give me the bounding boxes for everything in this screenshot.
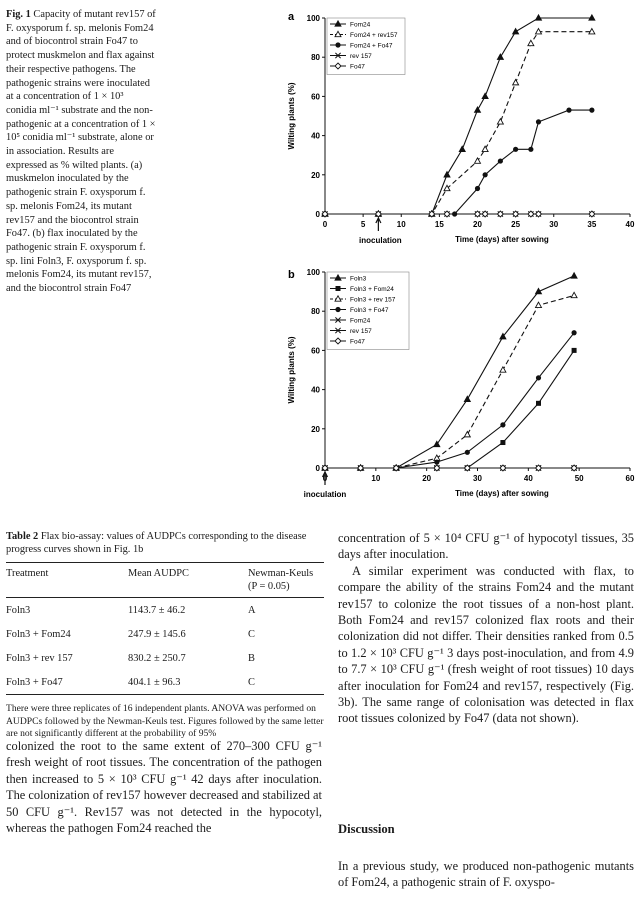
- data-point: [536, 401, 541, 406]
- data-point: [464, 431, 470, 436]
- x-axis-title: Time (days) after sowing: [455, 489, 549, 498]
- table-header: Mean AUDPC: [128, 568, 189, 579]
- table-2: [6, 530, 324, 741]
- legend-label: Foln3 + rev 157: [350, 296, 396, 304]
- data-point: [459, 146, 465, 151]
- x-tick-label: 35: [587, 220, 597, 229]
- figure-caption: [6, 8, 156, 296]
- table-header-row: [6, 563, 324, 598]
- y-tick-label: 100: [306, 14, 320, 23]
- paragraph: A similar experiment was conducted with flax, to compare the ability of the strains Fom24 and the mutant rev157 to colonize the root tissues of a non-host plant. Both Fom24 and rev157 colonized flax roots and their colonization did not differ. Their densities ranked from 0.5 to 1.2 × 10³ CFU g⁻¹ 3 days post-inoculation, and from 4.9 to 7.7 × 10³ CFU g⁻¹ (fresh weight of root tissues) 10 days after inoculation for Fom24 and rev157, respectively (Fig. 3b). The same range of colonisation was detected in flax root tissues colonized by Fo47 (data not shown).: [338, 563, 634, 726]
- data-point: [528, 147, 533, 152]
- legend-label: Foln3: [350, 275, 367, 283]
- table-title-text: Flax bio-assay: values of AUDPCs corresponding to the disease progress curves shown in Fig. 1b: [6, 531, 307, 555]
- series-line: [325, 110, 592, 214]
- table-cell: 1143.7 ± 46.2: [128, 605, 186, 616]
- y-tick-label: 80: [311, 53, 320, 63]
- series-1: [323, 348, 577, 471]
- data-point: [589, 108, 594, 113]
- legend-label: Fo47: [350, 338, 365, 346]
- data-point: [528, 40, 534, 45]
- y-tick-label: 0: [315, 210, 320, 219]
- chart-panel-a: [280, 4, 638, 256]
- legend-label: rev 157: [350, 53, 372, 60]
- data-point: [513, 79, 519, 84]
- data-point: [500, 440, 505, 445]
- data-point: [571, 273, 577, 278]
- x-axis-title: Time (days) after sowing: [455, 235, 549, 244]
- legend-label: Foln3 + Fo47: [350, 307, 389, 314]
- table-row: [6, 670, 324, 695]
- table-row: [6, 622, 324, 646]
- data-point: [498, 158, 503, 163]
- figure-caption-text: Capacity of mutant rev157 of F. oxysporum f. sp. melonis Fom24 and of biocontrol strain Fo47 to protect muskmelon and flax against their respective pathogens. The pathogenic strains were inoculated at a concentration of 1 × 10³ conidia ml⁻¹ substrate and the non-pathogenic at a concentration of 1 × 10⁵ conidia ml⁻¹ substrate, alone or in association. Results are expressed as % wilted plants. (a) muskmelon inoculated by the pathogenic strain F. oxysporum f. sp. melonis Fom24, its mutant rev157 and the biocontrol strain Fo47. (b) flax inoculated by the pathogenic strain F. oxysporum f. sp. lini Foln3, F. oxysporum f. sp. melonis Fom24, its mutant rev157, and the biocontrol strain Fo47: [6, 9, 156, 295]
- y-tick-label: 60: [311, 346, 320, 356]
- table-title: [6, 530, 324, 556]
- x-tick-label: 0: [322, 474, 328, 483]
- y-tick-label: 40: [311, 131, 320, 141]
- data-point: [434, 460, 439, 465]
- x-tick-label: 5: [360, 220, 366, 229]
- x-tick-label: 25: [511, 220, 521, 229]
- x-tick-label: 30: [473, 474, 482, 483]
- table-cell: B: [248, 653, 255, 664]
- data-point: [335, 307, 340, 312]
- legend-label: rev 157: [350, 328, 372, 335]
- data-point: [500, 367, 506, 372]
- paragraph: colonized the root to the same extent of 270–300 CFU g⁻¹ fresh weight of root tissues. The concentration of the pathogen then increased to 5 × 10³ CFU g⁻¹ 42 days after inoculation. The colonization of rev157 however decreased and stabilized at 50 CFU g⁻¹. Rev157 was not detected in the hypocotyl, whereas the pathogen Fom24 reached the: [6, 739, 322, 836]
- discussion-text: [338, 858, 634, 891]
- data-point: [482, 146, 488, 151]
- legend-label: Fom24 + Fo47: [350, 42, 393, 50]
- data-point: [444, 172, 450, 177]
- x-tick-label: 20: [422, 474, 432, 483]
- x-tick-label: 15: [434, 220, 444, 229]
- data-point: [497, 54, 503, 59]
- table-cell: 830.2 ± 250.7: [128, 653, 186, 664]
- table-label: Table 2: [6, 531, 39, 542]
- chart-panel-b: [280, 262, 638, 514]
- table-row: [6, 598, 324, 623]
- section-heading: Discussion: [338, 822, 395, 836]
- legend-label: Fo47: [350, 63, 365, 71]
- data-point: [335, 42, 340, 47]
- data-point: [513, 29, 519, 34]
- table-cell: C: [248, 629, 255, 640]
- y-tick-label: 80: [311, 307, 320, 317]
- series-6: [322, 465, 577, 471]
- panel-letter: b: [288, 269, 295, 281]
- series-2: [322, 108, 594, 217]
- x-tick-label: 10: [371, 474, 381, 483]
- x-tick-label: 10: [396, 220, 406, 229]
- data-point: [536, 302, 542, 307]
- legend-label: Fom24: [350, 21, 371, 29]
- inoculation-label: inoculation: [359, 236, 402, 245]
- inoculation-label: inoculation: [303, 490, 347, 499]
- y-tick-label: 60: [311, 92, 320, 102]
- data-point: [483, 172, 488, 177]
- data-point: [572, 348, 577, 353]
- x-tick-label: 0: [322, 220, 328, 229]
- data-point: [500, 422, 505, 427]
- y-tick-label: 20: [311, 424, 320, 434]
- left-column-text: [6, 738, 322, 836]
- x-tick-label: 40: [625, 220, 635, 229]
- table-row: [6, 646, 324, 670]
- legend-label: Fom24: [350, 317, 371, 325]
- right-column-text: [338, 530, 634, 727]
- audpc-table: [6, 562, 324, 695]
- legend-label: Fom24 + rev157: [350, 32, 398, 39]
- data-point: [475, 186, 480, 191]
- table-header: Treatment: [6, 568, 49, 579]
- paragraph: In a previous study, we produced non-pathogenic mutants of Fom24, a pathogenic strain of F. oxyspo-: [338, 859, 634, 890]
- series-3: [322, 330, 576, 470]
- y-axis-title: Wilting plants (%): [287, 336, 296, 404]
- x-tick-label: 20: [473, 220, 482, 229]
- table-footnote: There were three replicates of 16 independent plants. ANOVA was performed on AUDPCs followed by the Newman-Keuls test. Figures followed by the same letter are not significantly different at the probability of 95%: [6, 703, 324, 739]
- data-point: [513, 147, 518, 152]
- data-point: [536, 375, 541, 380]
- data-point: [336, 286, 341, 291]
- panel-letter: a: [288, 11, 295, 23]
- y-tick-label: 0: [315, 464, 320, 473]
- series-line: [325, 350, 574, 468]
- y-tick-label: 40: [311, 385, 320, 395]
- legend: [327, 272, 409, 350]
- x-tick-label: 60: [625, 474, 635, 483]
- x-tick-label: 40: [523, 474, 533, 483]
- data-point: [465, 450, 470, 455]
- data-point: [475, 107, 481, 112]
- table-cell: Foln3 + Fom24: [6, 629, 71, 640]
- y-axis-title: Wilting plants (%): [287, 82, 296, 150]
- figure-label: Fig. 1: [6, 9, 31, 20]
- table-cell: Foln3 + rev 157: [6, 653, 73, 664]
- y-tick-label: 20: [311, 170, 320, 180]
- data-point: [571, 292, 577, 297]
- x-tick-label: 30: [549, 220, 559, 229]
- data-point: [497, 119, 503, 124]
- table-cell: 247.9 ± 145.6: [128, 629, 186, 640]
- data-point: [571, 330, 576, 335]
- data-point: [536, 119, 541, 124]
- x-tick-label: 50: [574, 474, 584, 483]
- y-tick-label: 100: [306, 268, 320, 277]
- data-point: [482, 93, 488, 98]
- paragraph: concentration of 5 × 10⁴ CFU g⁻¹ of hypocotyl tissues, 35 days after inoculation.: [338, 531, 634, 562]
- legend-label: Foln3 + Fom24: [350, 286, 394, 293]
- table-cell: 404.1 ± 96.3: [128, 677, 181, 688]
- table-cell: A: [248, 605, 256, 616]
- table-cell: Foln3: [6, 605, 31, 616]
- inoculation-arrow: [376, 218, 381, 231]
- table-cell: C: [248, 677, 255, 688]
- legend: [327, 18, 405, 75]
- table-cell: Foln3 + Fo47: [6, 677, 63, 688]
- data-point: [566, 108, 571, 113]
- table-header: Newman-Keuls (P = 0.05): [248, 568, 314, 592]
- data-point: [464, 396, 470, 401]
